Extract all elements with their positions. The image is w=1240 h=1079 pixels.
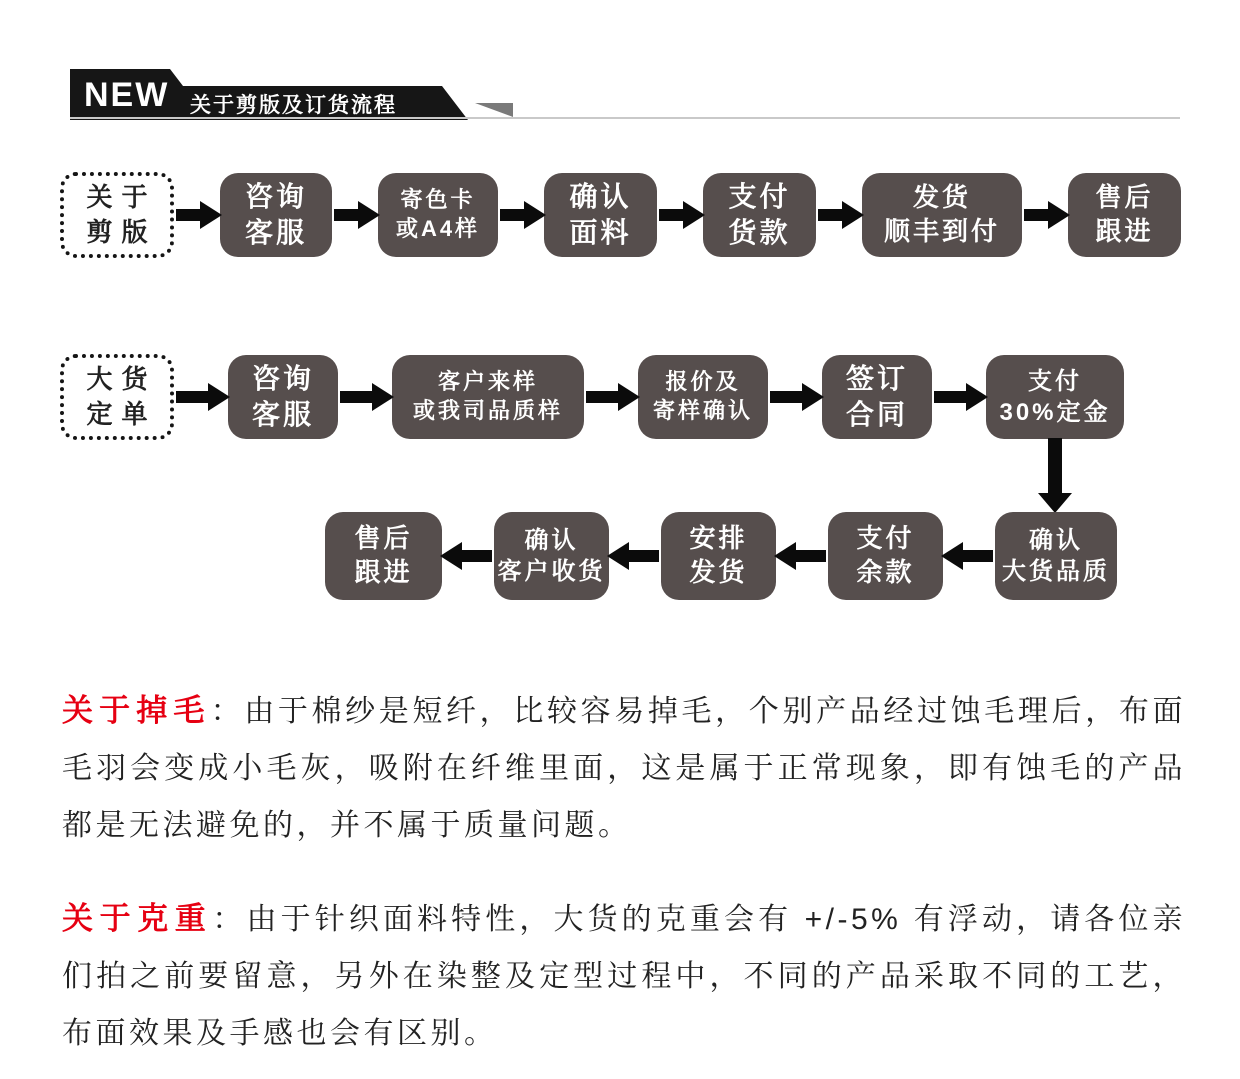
flow-step-consult: 咨询 客服 (220, 173, 332, 257)
flow-step-pay-goods: 支付 货款 (703, 173, 816, 257)
flow-step-arrange-shipping: 安排 发货 (661, 512, 776, 600)
note-weight (62, 890, 1186, 1062)
arrow-right-icon (816, 201, 862, 229)
arrow-down-icon (1048, 438, 1062, 493)
banner-title: 关于剪版及订货流程 (190, 94, 397, 117)
arrow-left-icon (442, 542, 494, 570)
arrow-left-icon (609, 542, 661, 570)
flow-step-send-colorcard: 寄色卡 或A4样 (378, 173, 498, 257)
note-separator: ： (212, 903, 247, 936)
note-heading: 关于克重 (62, 901, 213, 936)
flow-step-aftersale: 售后 跟进 (325, 512, 442, 600)
banner-fold-icon (475, 103, 513, 117)
arrow-right-icon (657, 201, 703, 229)
flow-row-bulk-order (60, 354, 1124, 440)
banner-new-badge: NEW (84, 76, 170, 114)
note-body: 由于棉纱是短纤，比较容易掉毛，个别产品经过蚀毛理后，布面毛羽会变成小毛灰，吸附在纤维里面，这是属于正常现象，即有蚀毛的产品都是无法避免的，并不属于质量问题。 (62, 695, 1186, 842)
flow-label-bulk-order (60, 354, 174, 440)
flow-label-line: 大货 (86, 363, 157, 394)
arrow-right-icon (338, 383, 392, 411)
flow-step-customer-sample: 客户来样 或我司品质样 (392, 355, 584, 439)
arrow-right-icon (1022, 201, 1068, 229)
note-heading: 关于掉毛 (62, 693, 211, 728)
arrow-right-icon (332, 201, 378, 229)
flow-row-cut-sample (60, 172, 1181, 258)
flow-row-bulk-return (325, 512, 1117, 600)
flow-step-confirm-receipt: 确认 客户收货 (494, 512, 609, 600)
arrow-right-icon (584, 383, 638, 411)
note-separator: ： (210, 695, 245, 728)
arrow-right-icon (174, 383, 228, 411)
flow-step-pay-balance: 支付 余款 (828, 512, 943, 600)
flow-step-pay-deposit: 支付 30%定金 (986, 355, 1124, 439)
arrow-right-icon (174, 201, 220, 229)
flow-step-sign-contract: 签订 合同 (822, 355, 932, 439)
flow-step-confirm-fabric: 确认 面料 (544, 173, 657, 257)
arrow-left-icon (776, 542, 828, 570)
flow-label-line: 定单 (86, 399, 157, 429)
arrow-right-icon (768, 383, 822, 411)
flow-step-confirm-bulk-quality: 确认 大货品质 (995, 512, 1117, 600)
arrow-right-icon (932, 383, 986, 411)
flow-label-line: 关于 (86, 181, 157, 212)
flow-step-ship-sf: 发货 顺丰到付 (862, 173, 1022, 257)
flow-step-quote-confirm: 报价及 寄样确认 (638, 355, 768, 439)
flow-step-aftersale: 售后 跟进 (1068, 173, 1181, 257)
flow-label-cut-sample (60, 172, 174, 258)
flow-step-consult: 咨询 客服 (228, 355, 338, 439)
arrow-right-icon (498, 201, 544, 229)
arrow-left-icon (943, 542, 995, 570)
note-shedding (62, 682, 1186, 854)
note-body: 由于针织面料特性，大货的克重会有 +/-5% 有浮动，请各位亲们拍之前要留意，另外在染整及定型过程中，不同的产品采取不同的工艺，布面效果及手感也会有区别。 (62, 903, 1187, 1050)
banner-divider-line (70, 117, 1180, 119)
flow-label-line: 剪版 (86, 217, 157, 247)
